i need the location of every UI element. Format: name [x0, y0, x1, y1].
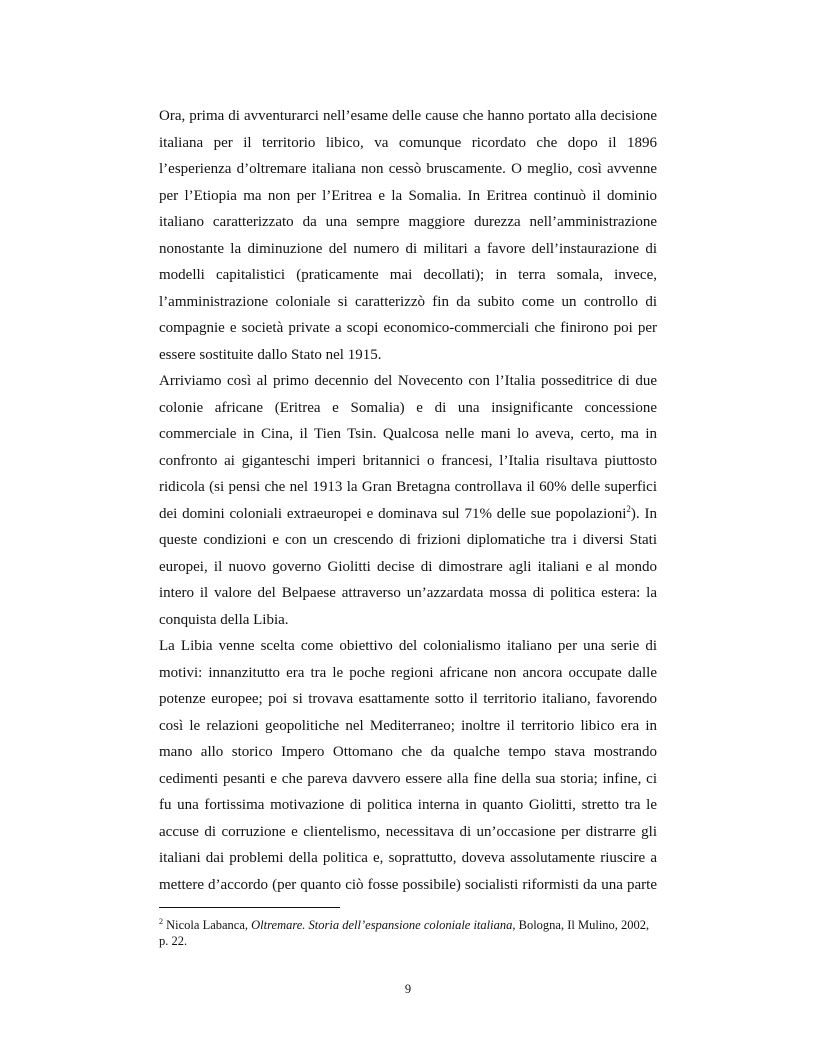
footnote-reference[interactable]: 2 — [626, 503, 631, 514]
footnote-line: p. 22. — [159, 934, 188, 948]
text-line: colonie africane (Eritrea e Somalia) e di una insignificante concessione — [159, 399, 657, 416]
text-line: La Libia venne scelta come obiettivo del colonialismo italiano per una serie di — [159, 638, 657, 654]
text-line: fu una fortissima motivazione di politica interna in quanto Giolitti, stretto tra le — [159, 797, 657, 813]
text-line: Ora, prima di avventurarci nell’esame delle cause che hanno portato alla decisione — [159, 108, 657, 124]
text-line: motivi: innanzitutto era tra le poche regioni africane non ancora occupate dalle — [159, 664, 657, 681]
text-line: compagnie e società private a scopi economico-commerciali che finirono poi per — [159, 320, 657, 336]
footnote-line — [159, 917, 657, 933]
text-line: commerciale in Cina, il Tien Tsin. Qualcosa nelle mani lo aveva, certo, ma in — [159, 426, 657, 442]
text-line: confronto ai giganteschi imperi britannici o francesi, l’Italia risultava piuttosto — [159, 452, 657, 469]
text-line: ridicola (si pensi che nel 1913 la Gran Bretagna controllava il 60% delle superfici — [159, 479, 657, 495]
page-number: 9 — [404, 982, 412, 996]
text-line: accuse di corruzione e clientelismo, necessitava di un’occasione per distrarre gli — [159, 823, 657, 840]
text-line: intero il valore del Belpaese attraverso un’azzardata mossa di politica estera: la — [159, 585, 657, 601]
text-line: modelli capitalistici (praticamente mai decollati); in terra somala, invece, — [159, 267, 657, 283]
text-line-with-footnote — [159, 501, 657, 528]
text-line: mano allo storico Impero Ottomano che da qualche tempo stava mostrando — [159, 744, 657, 760]
text-segment: ). In — [630, 505, 657, 522]
text-line: per l’Etiopia ma non per l’Eritrea e la Somalia. In Eritrea continuò il dominio — [159, 187, 657, 204]
text-line: conquista della Libia. — [159, 611, 289, 628]
text-line: essere sostituite dallo Stato nel 1915. — [159, 346, 382, 363]
text-line: l’esperienza d’oltremare italiana non cessò bruscamente. O meglio, così avvenne — [159, 161, 657, 177]
footnote-separator — [159, 907, 340, 908]
text-segment: dei domini coloniali extraeuropei e dominava sul 71% delle sue popolazioni — [159, 505, 627, 522]
text-line: italiani dai problemi della politica e, soprattutto, doveva assolutamente riuscire a — [159, 850, 657, 866]
text-line: queste condizioni e con un crescendo di frizioni diplomatiche tra i diversi Stati — [159, 532, 657, 548]
text-line: mettere d’accordo (per quanto ciò fosse possibile) socialisti riformisti da una parte — [159, 876, 657, 893]
text-line: potenze europee; poi si trovava esattamente sotto il territorio italiano, favorendo — [159, 691, 657, 707]
footnote — [159, 917, 657, 949]
footnote-title: Oltremare. Storia dell’espansione coloniale italiana — [251, 918, 513, 932]
footnote-publication: , Bologna, Il Mulino, 2002, — [512, 918, 650, 932]
text-line: Arriviamo così al primo decennio del Novecento con l’Italia posseditrice di due — [159, 373, 657, 389]
footnote-author: Nicola Labanca, — [166, 918, 252, 932]
text-line: italiana per il territorio libico, va comunque ricordato che dopo il 1896 — [159, 134, 657, 151]
text-line: cedimenti pesanti e che pareva davvero essere alla fine della sua storia; infine, ci — [159, 770, 657, 787]
body-text — [159, 103, 657, 898]
footnote-number: 2 — [159, 916, 163, 926]
text-line: italiano caratterizzato da una sempre maggiore durezza nell’amministrazione — [159, 214, 657, 230]
text-line: nonostante la diminuzione del numero di militari a favore dell’instaurazione di — [159, 240, 657, 257]
text-line: così le relazioni geopolitiche nel Mediterraneo; inoltre il territorio libico era in — [159, 717, 657, 734]
text-line: europei, il nuovo governo Giolitti decise di dimostrare agli italiani e al mondo — [159, 558, 657, 575]
text-line: l’amministrazione coloniale si caratterizzò fin da subito come un controllo di — [159, 293, 657, 310]
